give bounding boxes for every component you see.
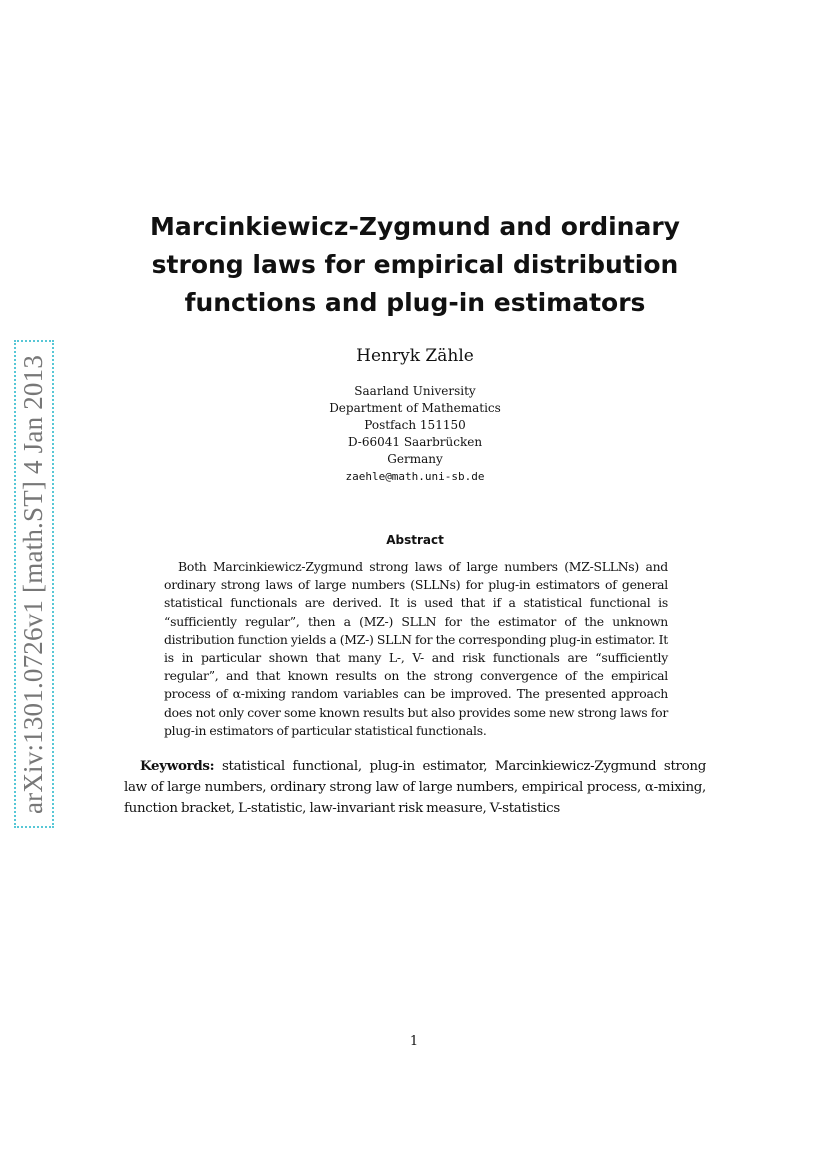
title-line-3: functions and plug-in estimators	[184, 288, 646, 317]
affiliation-postfach: Postfach 151150	[364, 418, 466, 432]
keywords-text: statistical functional, plug-in estimator, Marcinkiewicz-Zygmund strong law of large numbers, ordinary strong law of large numbers, empirical process, α-mixing, function bracket, L-statistic, law-invariant risk measure, V-statistics	[124, 759, 706, 816]
abstract-text: Both Marcinkiewicz-Zygmund strong laws of large numbers (MZ-SLLNs) and ordinary strong laws of large numbers (SLLNs) for plug-in estimators of general statistical functionals are derived. It is used that if a statistical functional is “sufficiently regular”, then a (MZ-) SLLN for the estimator of the unknown distribution function yields a (MZ-) SLLN for the corresponding plug-in estimator. It is in particular shown that many L-, V- and risk functionals are “sufficiently regular”, and that known results on the strong convergence of the empirical process of α-mixing random variables can be improved. The presented approach does not only cover some known results but also provides some new strong laws for plug-in estimators of particular statistical functionals.	[164, 559, 668, 738]
abstract-heading: Abstract	[386, 533, 444, 547]
arxiv-identifier: arXiv:1301.0726v1 [math.ST] 4 Jan 2013	[18, 354, 49, 814]
keywords-paragraph	[124, 756, 706, 819]
page-number: 1	[409, 1034, 419, 1049]
title-line-1: Marcinkiewicz-Zygmund and ordinary	[150, 212, 680, 241]
paper-title	[120, 208, 710, 322]
affiliation-department: Department of Mathematics	[329, 401, 501, 415]
author-name: Henryk Zähle	[356, 346, 474, 366]
arxiv-stamp	[14, 340, 54, 828]
affiliation-city: D-66041 Saarbrücken	[347, 435, 483, 449]
affiliation-country: Germany	[387, 452, 443, 466]
author-email: zaehle@math.uni-sb.de	[345, 470, 485, 483]
affiliation-university: Saarland University	[354, 384, 476, 398]
keywords-label: Keywords:	[140, 758, 215, 774]
title-line-2: strong laws for empirical distribution	[151, 250, 679, 279]
affiliation-block	[120, 383, 710, 485]
